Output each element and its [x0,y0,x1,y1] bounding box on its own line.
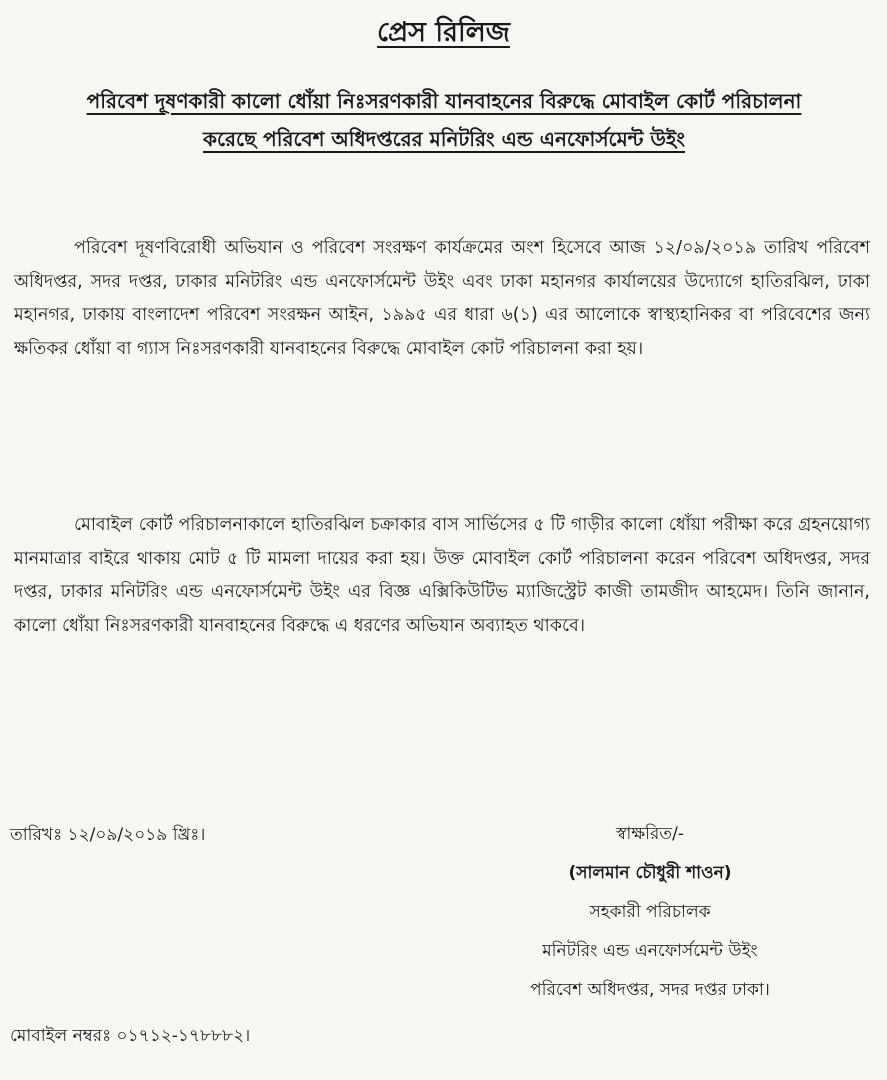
signatory-office: পরিবেশ অধিদপ্তর, সদর দপ্তর ঢাকা। [530,980,770,1000]
mobile-number-line: মোবাইল নম্বরঃ ০১৭১২-১৭৮৮৮২। [10,1026,251,1046]
date-line: তারিখঃ ১২/০৯/২০১৯ খ্রিঃ। [10,825,206,845]
headline-line-2: করেছে পরিবেশ অধিদপ্তরের মনিটরিং এন্ড এনফোর্সমেন্ট উইং [203,127,685,151]
headline-line-1: পরিবেশ দূষণকারী কালো ধোঁয়া নিঃসরণকারী যানবাহনের বিরুদ্ধে মোবাইল কোর্ট পরিচালনা [86,89,802,113]
signature-block [480,815,820,1010]
headline [14,82,874,158]
signatory-designation: সহকারী পরিচালক [589,902,711,922]
signed-mark: স্বাক্ষরিত/- [616,824,684,844]
document-title: প্রেস রিলিজ [377,17,510,48]
signatory-wing: মনিটরিং এন্ড এনফোর্সমেন্ট উইং [542,941,758,961]
signatory-name: (সালমান চৌধুরী শাওন) [568,863,732,883]
body-paragraph-2: মোবাইল কোর্ট পরিচালনাকালে হাতিরঝিল চক্রাকার বাস সার্ভিসের ৫ টি গাড়ীর কালো ধোঁয়া পরীক্ষা করে গ্রহনয়োগ্য মানমাত্রার বাইরে থাকায় মোট ৫ টি মামলা দায়ের করা হয়। উক্ত মোবাইল কোর্ট পরিচালনা করেন পরিবেশ অধিদপ্তর, সদর দপ্তর, ঢাকার মনিটরিং এন্ড এনফোর্সমেন্ট উইং এর বিজ্ঞ এক্সিকিউটিভ ম্যাজিস্ট্রেট কাজী তামজীদ আহমেদ। তিনি জানান, কালো ধোঁয়া নিঃসরণকারী যানবাহনের বিরুদ্ধে এ ধরণের অভিযান অব্যাহত থাকবে। [14,515,870,636]
body-paragraph-1: পরিবেশ দূষণবিরোধী অভিযান ও পরিবেশ সংরক্ষণ কার্যক্রমের অংশ হিসেবে আজ ১২/০৯/২০১৯ তারিখ পরিবেশ অধিদপ্তর, সদর দপ্তর, ঢাকার মনিটরিং এন্ড এনফোর্সমেন্ট উইং এবং ঢাকা মহানগর কার্যালয়ের উদ্যোগে হাতিরঝিল, ঢাকা মহানগর, ঢাকায় বাংলাদেশ পরিবেশ সংরক্ষন আইন, ১৯৯৫ এর ধারা ৬(১) এর আলোকে স্বাস্থ্যহানিকর বা পরিবেশের জন্য ক্ষতিকর ধোঁয়া বা গ্যাস নিঃসরণকারী যানবাহনের বিরুদ্ধে মোবাইল কোট পরিচালনা করা হয়। [14,238,870,359]
